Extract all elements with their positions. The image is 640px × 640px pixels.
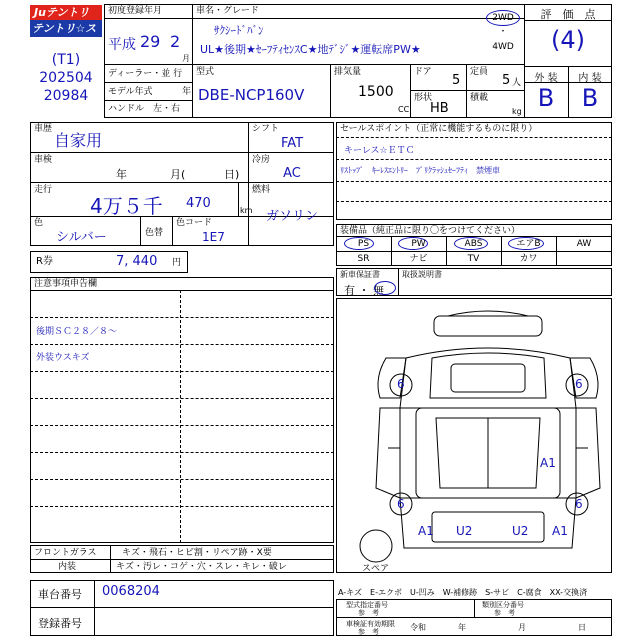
- fuel-value: ガソリン: [265, 209, 318, 224]
- recycle-value: 7, 440: [116, 254, 158, 269]
- inspect-day: 日): [224, 168, 240, 181]
- cert-label: 型式指定番号: [346, 601, 388, 609]
- mark-front-right: 6: [575, 377, 583, 391]
- disp-value: 1500: [358, 84, 394, 100]
- inspect-label: 車検: [34, 155, 53, 165]
- lot-code: (T1): [51, 52, 81, 68]
- logo-line-2: テントリ☆スター: [30, 20, 102, 37]
- mark-right-side: A1: [540, 456, 556, 470]
- kind-value: 自家用: [54, 131, 103, 150]
- mile-unit: km: [240, 206, 253, 215]
- equip-sr: SR: [357, 254, 370, 264]
- reg-era: 平成: [108, 37, 136, 53]
- name-label: 車名・グレード: [196, 6, 260, 16]
- ext-grade: B: [537, 84, 555, 112]
- sales-line-2: ﾘｽﾄｯﾌﾟ ｷｰﾚｽｴﾝﾄﾘｰ ﾌﾟﾘｸﾗｯｼｭｾｰﾌﾃｨ 禁煙車: [340, 166, 500, 175]
- inspect-year: 年: [116, 168, 127, 181]
- equip-abs: ABS: [464, 239, 483, 249]
- chassis-value: 0068204: [102, 584, 160, 599]
- drive-2wd: 2WD: [492, 13, 514, 23]
- equip-navi: ナビ: [409, 254, 428, 264]
- equip-aw: AW: [576, 239, 592, 249]
- sales-label: セールスポイント（正常に機能するものに限り）: [340, 124, 538, 134]
- warranty-none-circle: [374, 281, 396, 295]
- dealer-label: ディーラー・並 行: [108, 69, 183, 79]
- ext-label: 外 装: [534, 73, 558, 84]
- color-change-label: 色替: [145, 228, 164, 238]
- logo-line-1: Juテントリ: [30, 5, 102, 20]
- grade: UL★後期★ｾｰﾌﾃｨｾﾝｽC★地ﾃﾞｼﾞ★運転席PW★: [200, 43, 421, 56]
- aircon-value: AC: [283, 166, 301, 181]
- mark-rear-u2-right: U2: [512, 524, 529, 538]
- door-label: ドア: [414, 67, 432, 77]
- reg-month: 2: [170, 32, 181, 51]
- color-code-value: 1E7: [202, 230, 225, 244]
- recycle-unit: 円: [172, 258, 182, 268]
- warranty-label: 新車保証書: [340, 270, 380, 279]
- sales-line-1: キーレス☆ＥＴＣ: [344, 146, 415, 156]
- fuel-label: 燃料: [252, 185, 271, 195]
- int-label: 内 装: [578, 73, 602, 84]
- cap-unit: 人: [512, 78, 522, 88]
- shape-value: HB: [430, 101, 449, 116]
- shape-label: 形状: [414, 93, 433, 103]
- valid-month: 月: [518, 623, 526, 632]
- chassis-label: 車台番号: [38, 588, 82, 601]
- equip-pw: PW: [411, 239, 426, 249]
- valid-day: 日: [578, 623, 586, 632]
- aircon-label: 冷房: [252, 155, 271, 165]
- valid-year: 年: [458, 623, 466, 632]
- disp-label: 排気量: [334, 67, 362, 77]
- inspect-month: 月(: [170, 168, 186, 181]
- handle-label: ハンドル 左・右: [108, 104, 181, 114]
- equip-airbag: エアB: [516, 239, 541, 249]
- glass-label: フロントガラス: [34, 548, 97, 558]
- equip-tv: TV: [467, 254, 480, 264]
- reg-year: 29: [140, 32, 161, 51]
- mark-front-left: 6: [397, 377, 405, 391]
- mile-label: 走行: [34, 185, 53, 195]
- car-name: ｻｸｼｰﾄﾞﾊﾞﾝ: [214, 24, 264, 37]
- mile-value: 4万５千: [90, 194, 163, 218]
- disp-unit: CC: [398, 105, 410, 114]
- load-unit: kg: [512, 107, 522, 116]
- equipment-label: 装備品（純正品に限り〇をつけてください）: [340, 226, 521, 236]
- reg-month-unit: 月: [182, 54, 190, 63]
- regno-label: 登録番号: [38, 617, 82, 630]
- class-label: 類別区分番号: [482, 601, 524, 609]
- lot-a: 202504: [39, 70, 93, 86]
- reg-label: 初度登録年月: [108, 6, 163, 16]
- kind-label: 車歴: [34, 124, 53, 134]
- cert-valid-label: 車検証有効期限: [346, 620, 395, 628]
- cap-value: 5: [502, 73, 511, 88]
- interior-value: キズ・汚レ・コゲ・穴・スレ・キレ・破レ: [116, 562, 287, 572]
- cert-ref: 参 考: [358, 609, 379, 617]
- mark-rear-left: 6: [397, 497, 405, 511]
- shift-value: FAT: [280, 136, 304, 151]
- recycle-box: [30, 251, 188, 273]
- eval-score: (4): [551, 26, 585, 54]
- logo: [30, 5, 102, 52]
- type-label: 型式: [196, 67, 215, 77]
- damage-legend: A-キズ E-エクボ U-凹み W-補修跡 S-サビ C-腐食 XX-交換済: [338, 588, 588, 597]
- mile-extra: 470: [186, 196, 211, 211]
- equip-ps: PS: [357, 239, 370, 249]
- notes-label: 注意事項申告欄: [34, 279, 98, 289]
- interior-label: 内装: [58, 562, 77, 572]
- color-value: シルバー: [56, 230, 107, 245]
- load-label: 積載: [470, 93, 489, 103]
- glass-value: キズ・飛石・ヒビ割・リペア跡・X要: [122, 548, 272, 558]
- spare-label: スペア: [362, 564, 390, 574]
- door-value: 5: [452, 73, 461, 88]
- cap-label: 定員: [470, 67, 489, 77]
- car-diagram: [336, 298, 612, 573]
- recycle-label: R券: [36, 256, 53, 267]
- model-year-unit: 年: [182, 87, 192, 97]
- mark-rear-right: 6: [575, 497, 583, 511]
- color-label: 色: [34, 218, 44, 228]
- shift-label: シフト: [252, 124, 280, 134]
- eval-label: 評 価 点: [540, 8, 596, 21]
- lot-b: 20984: [43, 88, 89, 104]
- notes-line-1: 後期ＳＣ２８／８～: [36, 327, 118, 337]
- model-year-label: モデル年式: [108, 87, 153, 97]
- type-value: DBE-NCP160V: [198, 86, 305, 104]
- notes-line-2: 外装ウスキズ: [36, 353, 90, 363]
- warranty-value: 有 ・ 無: [344, 284, 384, 297]
- reiwa-label: 令和: [410, 623, 426, 632]
- int-grade: B: [581, 84, 599, 112]
- cert-valid-ref: 参 考: [358, 628, 379, 636]
- drive-dot: ・: [498, 27, 508, 37]
- manual-label: 取扱説明書: [402, 270, 442, 279]
- mark-rear-u2-left: U2: [456, 524, 473, 538]
- mark-rear-a1-right: A1: [552, 524, 568, 538]
- equip-leather: カワ: [519, 254, 538, 264]
- class-ref: 参 考: [494, 609, 515, 617]
- color-code-label: 色コード: [176, 218, 213, 228]
- mark-rear-a1-left: A1: [418, 524, 434, 538]
- drive-4wd: 4WD: [492, 42, 514, 52]
